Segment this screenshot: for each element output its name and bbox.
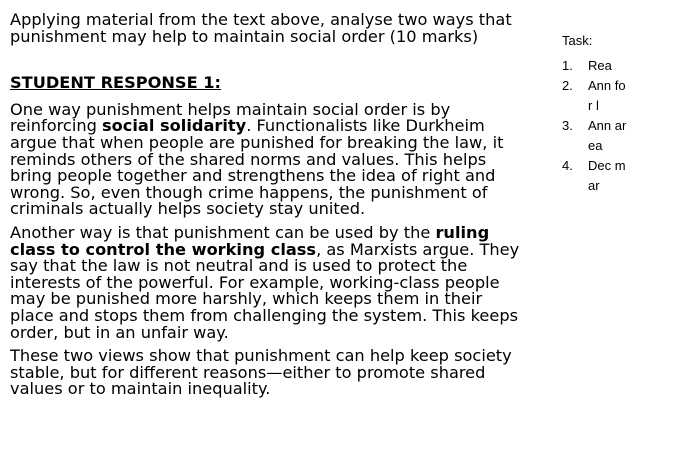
key-term-ruling-class: ruling class to control the working class [10,222,490,259]
response-paragraph-3: These two views show that punishment can help keep society stable, but for different reasons—either to promote shared values or to maintain inequality. [10,346,512,399]
response-heading: STUDENT RESPONSE 1: [10,73,222,93]
paragraph-text: Another way is that punishment can be used by the [10,222,436,242]
task-title: Task: [562,33,593,48]
key-term-social-solidarity: social solidarity [102,116,247,136]
response-paragraph-2 [10,222,520,342]
main-content [10,12,520,405]
response-paragraph-1 [10,99,520,219]
paragraph-text: , as Marxists argue. They say that the law is not neutral and is used to protect the interests of the powerful. For example, working-class people may be punished more harshly, which keeps them in their place and stops them from challenging the system. This keeps order, but in an unfair way. [10,239,520,342]
task-item [562,116,682,156]
paragraph-text: . Functionalists like Durkheim argue that when people are punished for breaking the law, it reminds others of the shared norms and values. This helps bring people together and strengthens the idea of right and wrong. So, even though crime happens, the punishment of criminals actually helps society stay united. [10,116,504,219]
task-item [562,56,682,76]
task-list [562,56,682,196]
task-item-number: 3. [562,118,573,133]
question-prompt: Applying material from the text above, analyse two ways that punishment may help to maintain social order (10 marks) [10,10,512,46]
task-panel [562,31,682,196]
task-item-number: 1. [562,58,573,73]
paragraph-text: One way punishment helps maintain social order is by reinforcing [10,99,451,136]
task-item-text: Ann for l [588,78,626,113]
task-item-text: Dec mar [588,158,626,193]
task-item [562,76,682,116]
task-item-number: 2. [562,78,573,93]
task-item-number: 4. [562,158,573,173]
task-item-text: Ann area [588,118,627,153]
task-item-text: Rea [588,58,612,73]
task-item [562,156,682,196]
